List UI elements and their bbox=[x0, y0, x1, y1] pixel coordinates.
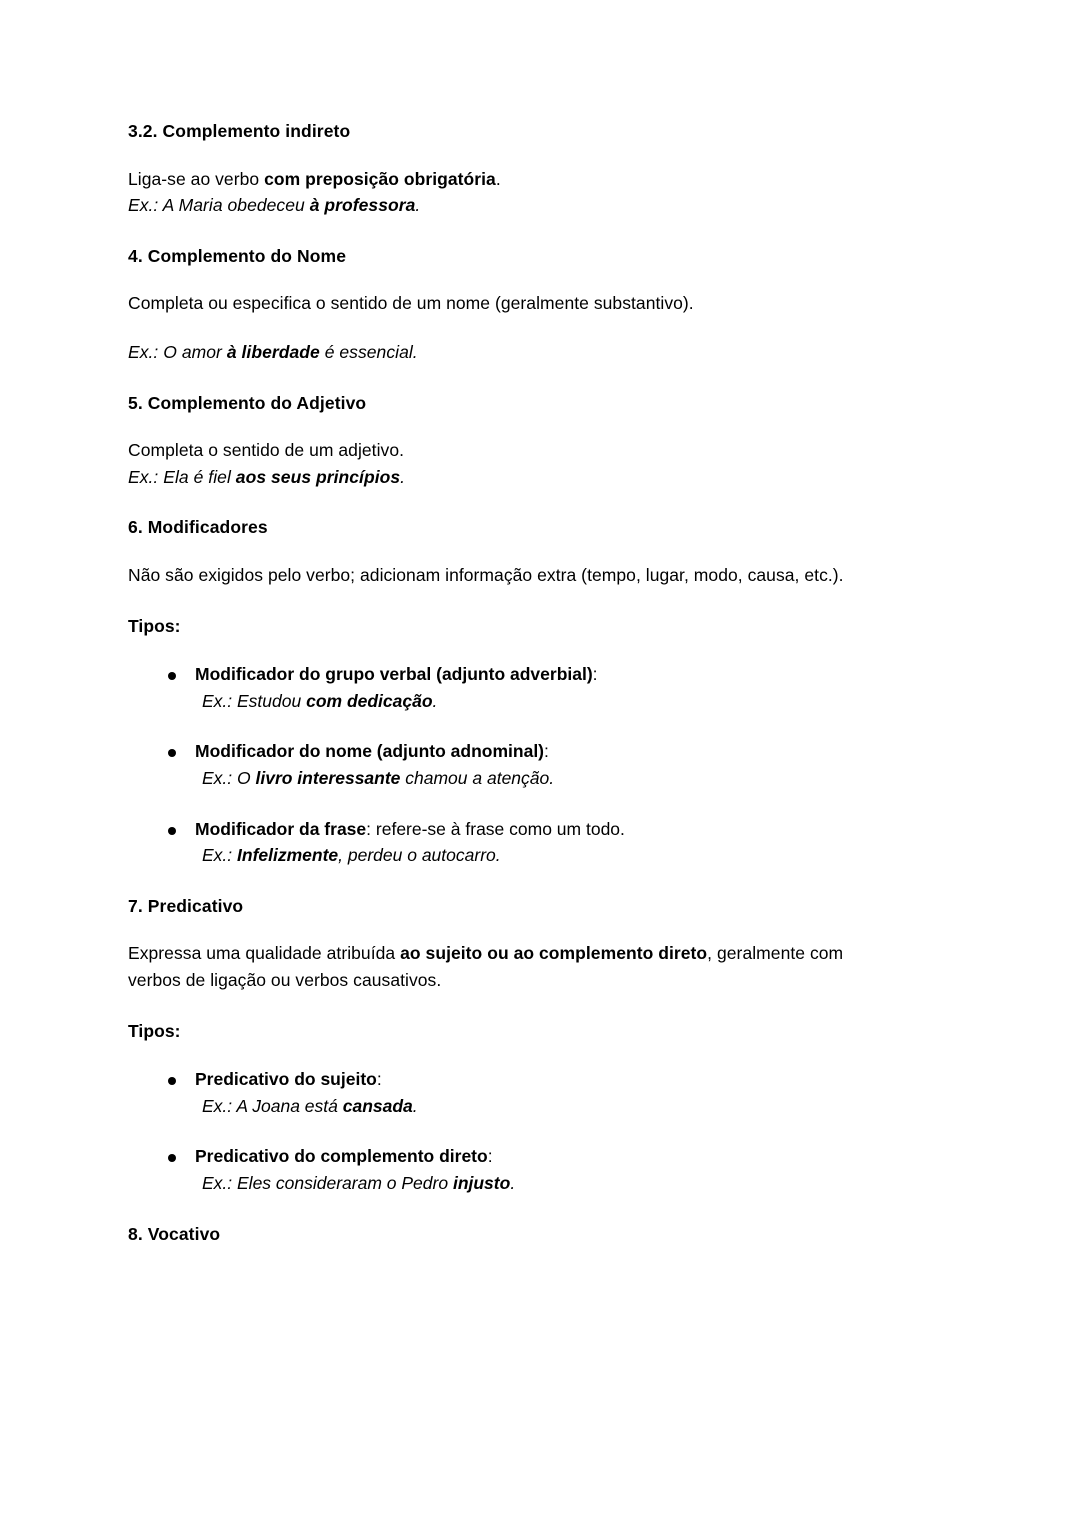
block-gap bbox=[128, 219, 896, 245]
list-item-example: Ex.: Infelizmente, perdeu o autocarro. bbox=[202, 845, 501, 866]
bullet-point-icon bbox=[168, 827, 176, 835]
block-gap bbox=[128, 869, 896, 895]
bullet-point-icon bbox=[168, 1154, 176, 1162]
emphasis-text: à professora bbox=[309, 195, 416, 216]
list-item-example: Ex.: O livro interessante chamou a atenção. bbox=[202, 768, 555, 789]
list-item-example: Ex.: Eles consideraram o Pedro injusto. bbox=[202, 1173, 516, 1193]
section-paragraph bbox=[128, 166, 896, 219]
block-gap bbox=[128, 1197, 896, 1223]
block-gap bbox=[128, 918, 896, 940]
emphasis-text: injusto bbox=[452, 1173, 511, 1193]
block-gap bbox=[128, 1044, 896, 1066]
section-heading: 4. Complemento do Nome bbox=[128, 245, 347, 266]
block-gap bbox=[128, 540, 896, 562]
block-gap bbox=[128, 490, 896, 516]
list-item bbox=[128, 1143, 896, 1196]
block-gap bbox=[128, 268, 896, 290]
emphasis-text: cansada bbox=[342, 1095, 413, 1116]
block-gap bbox=[128, 144, 896, 166]
block-gap bbox=[128, 366, 896, 392]
list-item-suffix: : bbox=[544, 741, 549, 762]
section-heading: 5. Complemento do Adjetivo bbox=[128, 392, 367, 413]
paragraph-line: Ex.: O amor à liberdade é essencial. bbox=[128, 342, 418, 363]
emphasis-text: ao sujeito ou ao complemento direto bbox=[400, 943, 708, 964]
list-item bbox=[128, 661, 896, 714]
bullet-gap bbox=[128, 714, 896, 738]
bullet-point-icon bbox=[168, 749, 176, 757]
paragraph-line: Completa ou especifica o sentido de um nome (geralmente substantivo). bbox=[128, 293, 694, 314]
emphasis-text: aos seus princípios bbox=[235, 466, 401, 487]
paragraph-line: Ex.: Ela é fiel aos seus princípios. bbox=[128, 466, 406, 487]
types-label: Tipos: bbox=[128, 615, 181, 636]
emphasis-text: Infelizmente bbox=[237, 845, 339, 866]
block-gap bbox=[128, 639, 896, 661]
section-paragraph bbox=[128, 437, 896, 490]
paragraph-line: Ex.: A Maria obedeceu à professora. bbox=[128, 195, 421, 216]
bullet-gap bbox=[128, 1119, 896, 1143]
section-heading: 3.2. Complemento indireto bbox=[128, 121, 351, 141]
list-item-title: Predicativo do complemento direto bbox=[195, 1146, 488, 1167]
section-paragraph bbox=[128, 562, 896, 589]
list-item-suffix: : bbox=[366, 818, 372, 839]
bullet-point-icon bbox=[168, 672, 176, 680]
block-gap bbox=[128, 994, 896, 1018]
list-item-title: Modificador do nome (adjunto adnominal) bbox=[195, 741, 545, 762]
section-paragraph bbox=[128, 940, 896, 993]
paragraph-line: Não são exigidos pelo verbo; adicionam informação extra (tempo, lugar, modo, causa, etc.). bbox=[128, 565, 844, 586]
paragraph-line: Completa o sentido de um adjetivo. bbox=[128, 440, 405, 461]
bullet-list bbox=[128, 1066, 896, 1196]
bullet-point-icon bbox=[168, 1077, 176, 1085]
block-gap bbox=[128, 317, 896, 339]
list-item-suffix: : bbox=[376, 1069, 382, 1090]
block-gap bbox=[128, 589, 896, 613]
list-item-title: Modificador da frase bbox=[195, 818, 367, 839]
emphasis-text: com dedicação bbox=[306, 690, 433, 711]
types-label: Tipos: bbox=[128, 1020, 181, 1041]
list-item bbox=[128, 816, 896, 869]
section-paragraph bbox=[128, 339, 896, 366]
section-heading: 7. Predicativo bbox=[128, 895, 244, 916]
list-item-title: Predicativo do sujeito bbox=[195, 1069, 377, 1090]
list-item-example: Ex.: A Joana está cansada. bbox=[202, 1095, 418, 1116]
list-item-rest: refere-se à frase como um todo. bbox=[371, 818, 625, 839]
list-item-example: Ex.: Estudou com dedicação. bbox=[202, 690, 438, 711]
list-item bbox=[128, 1066, 896, 1119]
bullet-gap bbox=[128, 792, 896, 816]
list-item-suffix: : bbox=[592, 664, 598, 685]
emphasis-text: com preposição obrigatória bbox=[264, 168, 496, 189]
emphasis-text: à liberdade bbox=[226, 342, 320, 363]
section-heading: 8. Vocativo bbox=[128, 1223, 221, 1244]
paragraph-line: Liga-se ao verbo com preposição obrigatória. bbox=[128, 168, 501, 189]
section-paragraph bbox=[128, 290, 896, 317]
list-item bbox=[128, 738, 896, 791]
section-heading: 6. Modificadores bbox=[128, 517, 268, 538]
document-body bbox=[128, 120, 896, 1246]
list-item-title: Modificador do grupo verbal (adjunto adverbial) bbox=[195, 664, 593, 685]
list-item-suffix: : bbox=[487, 1146, 493, 1167]
paragraph-line: Expressa uma qualidade atribuída ao sujeito ou ao complemento direto, geralmente com verbos de ligação ou verbos causativos. bbox=[128, 943, 844, 991]
block-gap bbox=[128, 415, 896, 437]
emphasis-text: livro interessante bbox=[255, 768, 401, 789]
bullet-list bbox=[128, 661, 896, 869]
